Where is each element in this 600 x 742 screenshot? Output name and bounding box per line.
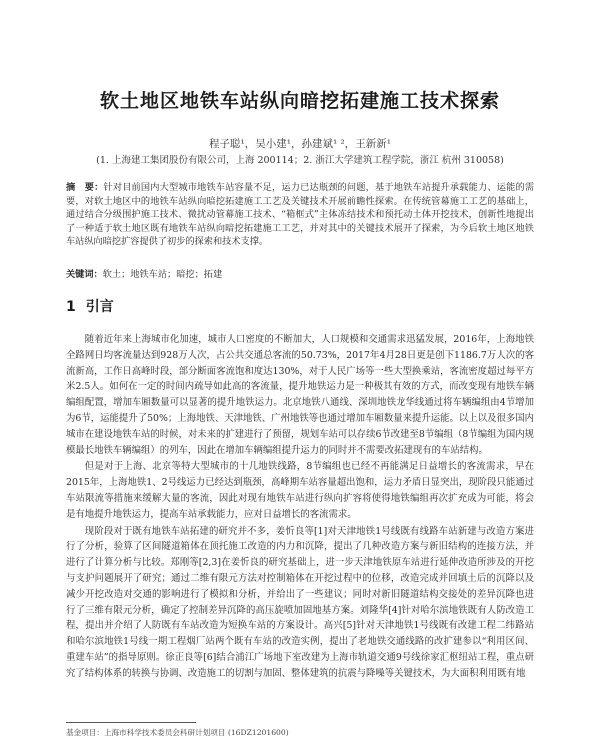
abstract-text: 针对目前国内大型城市地铁车站容量不足，运力已达瓶颈的问题，基于地铁车站提升承载能力、运能的需要，对软土地区中的地铁车站纵向暗挖拓建施工工艺及关键技术开展前瞻性探索。在传统管幕施工工艺的基础上，通过结合分级围护施工技术、微扰动管幕施工技术、“箱框式”主体冻结技术和预托动土体开挖技术，创新性地提出了一种适于软土地区既有地铁车站纵向暗挖拓建施工工艺，并对其中的关键技术展开了探索，为今后软土地区地铁车站纵向暗挖扩容提供了初步的探索和技术支撑。 (66, 182, 535, 247)
section-heading (66, 296, 114, 316)
abstract-label: 摘 要： (66, 182, 104, 193)
paragraph: 随着近年来上海城市化加速，城市人口密度的不断加大，人口规模和交通需求迅猛发展，2016年，上海地铁全路网日均客流量达到928万人次，占公共交通总客流的50.73%，2017年4月28日更是创下1186.7万人次的客流新高，工作日高峰时段，部分断面客流饱和度达130%，对于人民广场等一些大型换乘站，客流密度超过每平方米2.5人。如何在一定的时间内疏导如此高的客流量，提升地铁运力是一种极其有效的方式，而改变现有地铁车辆编组配置，增加车厢数量可以显著的提升地铁运力。北京地铁八通线、深圳地铁龙华线通过将车辆编组由4节增加为6节，运能提升了50%；上海地铁、天津地铁、广州地铁等也通过增加车厢数量来提升运能。以上以及很多国内城市在建设地铁车站的时候，对未来的扩建进行了预留，规划车站可以存续6节改建至8节编组（8节编组为国内规模最长地铁车辆编组）的列车，因此在增加车辆编组提升运力的同时并不需要改拓建现有的车站结构。 (66, 334, 534, 456)
keywords-label: 关键词： (66, 269, 103, 280)
body-text (66, 332, 534, 683)
paragraph: 但是对于上海、北京等特大型城市的十几地铁线路，8节编组也已经不再能满足日益增长的客流需求，早在2015年，上海地铁1、2号线运力已经达到瓶颈，高峰期车站容量超出饱和，运力矛盾日显突出，现阶段只能通过车站限流等措施来缓解大量的客流，因此对现有地铁车站进行纵向扩容将使得地铁编组再次扩充成为可能，将会是有地提升地铁运力，提高车站承载能力，应对日益增长的客流需求。 (66, 461, 534, 520)
keywords-text: 软土；地铁车站；暗挖；拓建 (102, 269, 223, 280)
funding-footnote: 基金项目：上海市科学技术委员会科研计划项目 (16DZ1201600) (66, 728, 289, 737)
footnote-divider (66, 722, 196, 723)
keywords (66, 268, 534, 281)
author-list: 程子聪¹，吴小建¹，孙建斌¹ ²，王新新¹ (209, 138, 391, 150)
paper-title: 软土地区地铁车站纵向暗挖拓建施工技术探索 (99, 90, 500, 112)
author-affiliation: (1. 上海建工集团股份有限公司，上海 200114；2. 浙江大学建筑工程学院，浙江 杭州 310058) (96, 155, 504, 166)
abstract (66, 181, 534, 249)
section-title: 引言 (85, 299, 114, 315)
section-number: 1 (66, 299, 76, 315)
paragraph: 现阶段对于既有地铁车站拓建的研究并不多，姜忻良等[1]对天津地铁1号线既有线路车站新建与改造方案进行了分析，验算了区间隧道箱体在顶托施工改造的内力和沉降，提出了几种改造方案与新旧结构的连接方法，并进行了计算分析与比较。郑刚等[2,3]在姜忻良的研究基础上，进一步天津地铁原车站进行延伸改造所涉及的开挖与支护问题展开了研究；通过二维有限元方法对控制箱体在开挖过程中的位移，改造完成并回填土后的沉降以及减少开挖改造对交通的影响进行了模拟和分析，并给出了一些建议；同时对新旧隧道结构交接处的差异沉降也进行了三维有限元分析，确定了控制差异沉降的高压旋喷加固地基方案。刘隆华[4]针对哈尔滨地铁既有人防改造工程，提出并介绍了人防既有车站改造为短换车站的方案设计。高兴[5]针对天津地铁1号线既有改建工程二纬路站和哈尔滨地铁1号线一期工程烟厂站两个既有车站的改造实例，提出了老地铁交通线路的改扩建参以“利用区间、重建车站”的指导原则。徐正良等[6]结合浦江广场地下室改建为上海市轨道交通9号线徐家汇枢纽站工程，重点研究了结构体系的转换与协调、改造施工的切割与加固、整体建筑的抗震与降噪等关键技术，为大面积利用既有地 (66, 525, 534, 679)
